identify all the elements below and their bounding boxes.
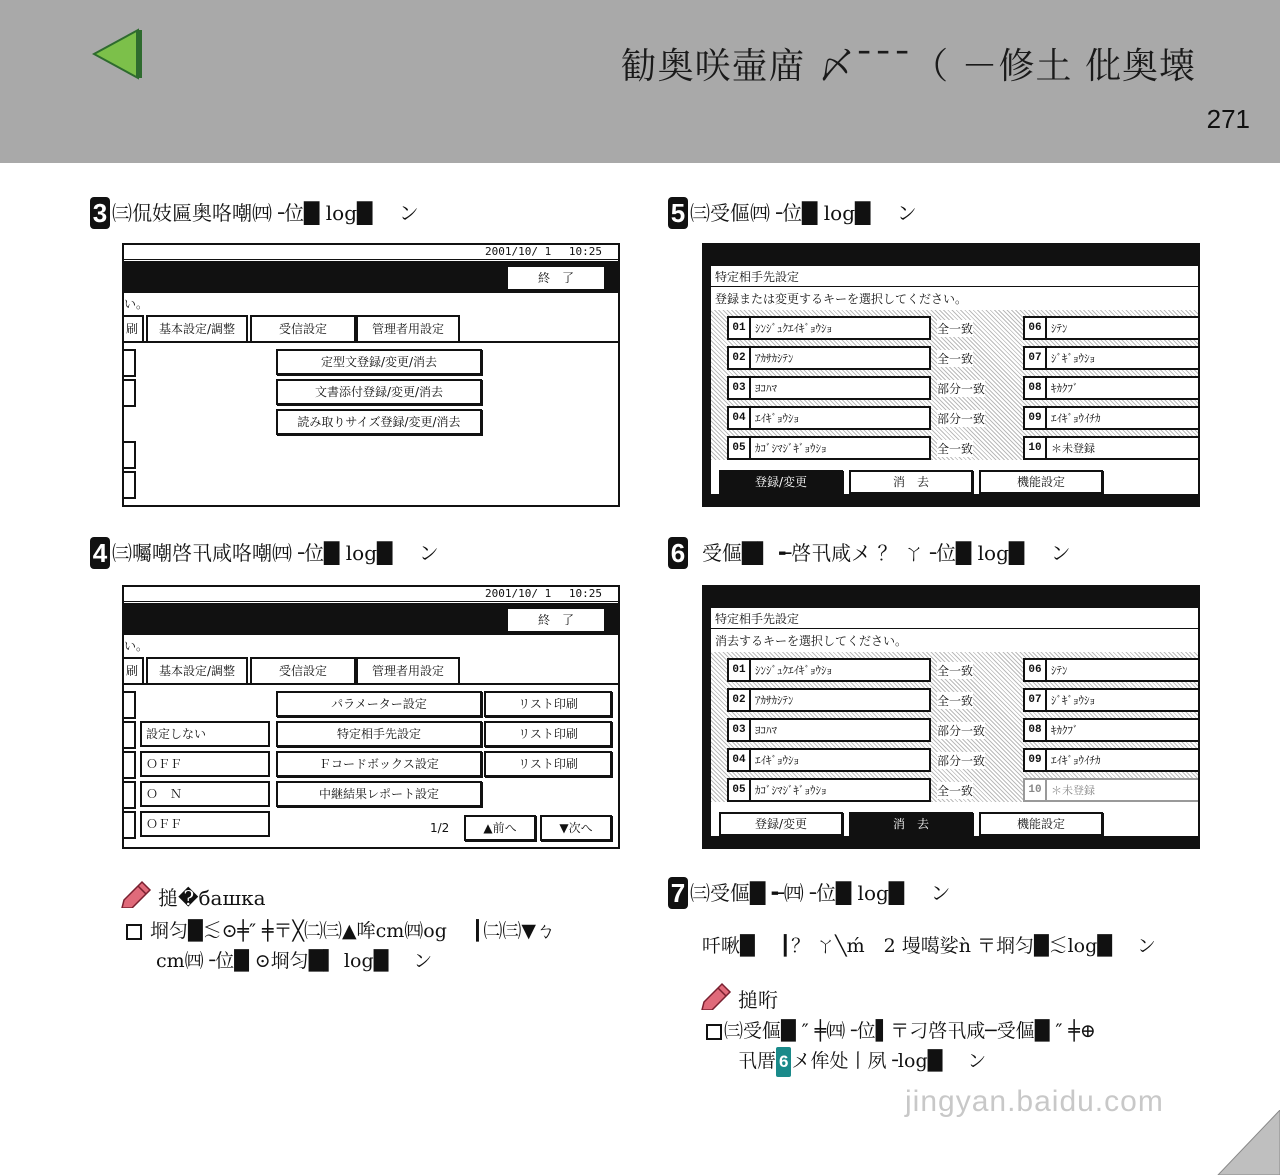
row-stub <box>124 751 136 779</box>
key-number: 06 <box>1025 660 1047 680</box>
pencil-note-icon <box>120 880 152 908</box>
key-number: 03 <box>729 720 751 740</box>
match-type: 全一致 <box>937 664 974 678</box>
screen-step5 <box>702 243 1200 507</box>
step-7 <box>668 877 951 909</box>
value-field: 設定しない <box>140 721 270 747</box>
key-number: 08 <box>1025 378 1047 398</box>
scan-size-register-button[interactable]: 読み取りサイズ登録/変更/消去 <box>276 409 482 435</box>
key-name: ｴｲｷﾞｮｳｲﾁｶ <box>1051 412 1101 425</box>
match-type: 部分一致 <box>937 382 986 396</box>
destination-key[interactable] <box>1023 718 1200 742</box>
key-number: 05 <box>729 780 751 800</box>
screen-step4 <box>122 585 620 849</box>
destination-key[interactable] <box>727 376 931 400</box>
match-type: 全一致 <box>937 352 974 366</box>
step-number: 6 <box>668 537 688 569</box>
key-number: 10 <box>1025 438 1047 458</box>
destination-key[interactable] <box>727 688 931 712</box>
tab-receive[interactable]: 受信設定 <box>250 657 356 683</box>
destination-key[interactable] <box>727 346 931 370</box>
divider <box>124 683 618 685</box>
row-stub <box>124 781 136 809</box>
key-name: ｼﾃﾝ <box>1051 664 1068 677</box>
destination-key[interactable] <box>727 778 931 802</box>
key-number: 05 <box>729 438 751 458</box>
note-line: cm㈣╶位█ ⊙埛匀█▍ log█ ン <box>156 950 433 972</box>
list-print-button[interactable]: リスト印刷 <box>484 721 612 747</box>
destination-key[interactable] <box>727 436 931 460</box>
key-name: ｴｲｷﾞｮｳｼｮ <box>755 412 799 425</box>
page-indicator: 1/2 <box>430 821 450 835</box>
key-number: 04 <box>729 750 751 770</box>
page-number: 271 <box>1206 104 1250 134</box>
key-name: ｼﾞｷﾞｮｳｼｮ <box>1051 352 1095 365</box>
note-body <box>126 916 555 976</box>
step-text: ㈢受傴█ ╾㈣╶位█ log█ ン <box>690 881 951 905</box>
step-number: 4 <box>90 537 110 569</box>
row-stub <box>124 811 136 839</box>
tab-print[interactable]: 刷 <box>122 315 144 341</box>
tab-basic[interactable]: 基本設定/調整 <box>146 315 248 341</box>
row-stub <box>124 721 136 749</box>
value-field: ＯＦＦ <box>140 751 270 777</box>
match-type: 部分一致 <box>937 412 986 426</box>
screen-step3 <box>122 243 620 507</box>
tab-receive[interactable]: 受信設定 <box>250 315 356 341</box>
delete-button[interactable]: 消 去 <box>849 470 973 494</box>
chapter-title: 勧奥咲壷庿 〆¯¯¯（ －修土 仳奥壊 <box>620 46 1196 87</box>
key-name: ｷｶｸﾌﾞ <box>1051 382 1079 395</box>
key-name: ｴｲｷﾞｮｳｲﾁｶ <box>1051 754 1101 767</box>
specific-sender-setting-button[interactable]: 特定相手先設定 <box>276 721 482 747</box>
key-number: 03 <box>729 378 751 398</box>
page-header <box>0 0 1280 163</box>
list-print-button[interactable]: リスト印刷 <box>484 691 612 717</box>
row-stub <box>124 691 136 719</box>
dialog-title: 特定相手先設定 <box>715 270 800 284</box>
destination-key[interactable] <box>727 316 931 340</box>
key-name: ｷｶｸﾌﾞ <box>1051 724 1079 737</box>
attachment-register-button[interactable]: 文書添付登録/変更/消去 <box>276 379 482 405</box>
key-name: ＊未登録 <box>1051 784 1095 797</box>
destination-key[interactable] <box>727 658 931 682</box>
destination-key[interactable] <box>1023 658 1200 682</box>
row-stub <box>124 349 136 377</box>
key-name: ｼﾝｼﾞｭｸｴｲｷﾞｮｳｼｮ <box>755 664 832 677</box>
tab-print[interactable]: 刷 <box>122 657 144 683</box>
divider <box>711 628 1199 629</box>
destination-key[interactable] <box>1023 436 1200 460</box>
row-stub <box>124 379 136 407</box>
note-body <box>706 1016 1096 1077</box>
checkbox-bullet-icon <box>706 1024 722 1040</box>
instruction: 消去するキーを選択してください。 <box>715 634 908 648</box>
key-number: 08 <box>1025 720 1047 740</box>
step-6 <box>668 537 1071 569</box>
function-setting-button[interactable]: 機能設定 <box>979 470 1103 494</box>
key-number: 01 <box>729 660 751 680</box>
back-arrow-icon[interactable] <box>92 28 144 80</box>
destination-key[interactable] <box>1023 406 1200 430</box>
step-number: 7 <box>668 877 688 909</box>
message: い。 <box>124 639 149 653</box>
note-line: メ侔处丨夙╶log█ ン <box>791 1050 987 1072</box>
match-type: 全一致 <box>937 322 974 336</box>
destination-key[interactable] <box>727 718 931 742</box>
match-type: 全一致 <box>937 442 974 456</box>
match-type: 部分一致 <box>937 724 986 738</box>
step-text: 受傴█▍ ╾啓卂咸メ ？ ㄚ╶位█ log█ ン <box>702 541 1071 565</box>
datetime: 2001/10/ 1 10:25 <box>124 587 618 602</box>
page-curl-icon[interactable] <box>1210 1110 1280 1175</box>
destination-key-disabled[interactable] <box>1023 778 1200 802</box>
key-name: ｶｺﾞｼﾏｼﾞｷﾞｮｳｼｮ <box>755 442 827 455</box>
note-title: 搥�башка <box>158 886 266 910</box>
note-line: ㈢受傴█ ″ ╪㈣╶位▌〒刁啓卂咸─受傴█ ″ ╪⊕ <box>724 1020 1096 1042</box>
divider <box>124 341 618 343</box>
datetime: 2001/10/ 1 10:25 <box>124 245 618 260</box>
screen-step6 <box>702 585 1200 849</box>
step-number: 3 <box>90 197 110 229</box>
delete-button[interactable]: 消 去 <box>849 812 973 836</box>
dialog <box>710 265 1200 495</box>
key-number: 10 <box>1025 780 1047 800</box>
key-name: ｶｺﾞｼﾏｼﾞｷﾞｮｳｼｮ <box>755 784 827 797</box>
value-field: ＯＦＦ <box>140 811 270 837</box>
end-button[interactable]: 終 了 <box>506 607 606 633</box>
destination-key[interactable] <box>1023 376 1200 400</box>
destination-key[interactable] <box>727 748 931 772</box>
match-type: 部分一致 <box>937 754 986 768</box>
next-page-button[interactable]: ▼次へ <box>540 815 612 841</box>
key-name: ｼﾝｼﾞｭｸｴｲｷﾞｮｳｼｮ <box>755 322 832 335</box>
step-text: ㈢囑嘲啓卂咸咯嘲㈣╶位█ log█ ン <box>112 541 439 565</box>
note-title: 搥哘 <box>738 988 778 1012</box>
parameter-setting-button[interactable]: パラメーター設定 <box>276 691 482 717</box>
dialog <box>710 607 1200 837</box>
tab-basic[interactable]: 基本設定/調整 <box>146 657 248 683</box>
key-number: 04 <box>729 408 751 428</box>
destination-key[interactable] <box>1023 346 1200 370</box>
list-print-button[interactable]: リスト印刷 <box>484 751 612 777</box>
pencil-note-icon <box>700 982 732 1010</box>
key-name: ｱｶｻｶｼﾃﾝ <box>755 352 794 365</box>
checkbox-bullet-icon <box>126 924 142 940</box>
key-name: ｼﾞｷﾞｮｳｼｮ <box>1051 694 1095 707</box>
row-stub <box>124 441 136 469</box>
tab-admin[interactable]: 管理者用設定 <box>356 315 460 343</box>
note-line: 埛匀█≲⊙╪″ ╪〒╳㈡㈢▲哞cm㈣og ┃㈡㈢▼ㄅ <box>150 920 555 942</box>
tab-admin[interactable]: 管理者用設定 <box>356 657 460 685</box>
destination-key[interactable] <box>1023 688 1200 712</box>
divider <box>711 286 1199 287</box>
register-change-button[interactable]: 登録/変更 <box>719 812 843 836</box>
match-type: 全一致 <box>937 694 974 708</box>
step-3 <box>90 197 419 229</box>
key-number: 07 <box>1025 348 1047 368</box>
key-name: ｼﾃﾝ <box>1051 322 1068 335</box>
note-line: 卂厝 <box>738 1050 777 1072</box>
template-register-button[interactable]: 定型文登録/変更/消去 <box>276 349 482 375</box>
key-number: 02 <box>729 348 751 368</box>
value-field: Ｏ Ｎ <box>140 781 270 807</box>
dialog-title: 特定相手先設定 <box>715 612 800 626</box>
row-stub <box>124 471 136 499</box>
register-change-button[interactable]: 登録/変更 <box>719 470 843 494</box>
function-setting-button[interactable]: 機能設定 <box>979 812 1103 836</box>
end-button[interactable]: 終 了 <box>506 265 606 291</box>
key-number: 09 <box>1025 408 1047 428</box>
key-name: ﾖｺﾊﾏ <box>755 724 777 737</box>
message: い。 <box>124 297 149 311</box>
key-number: 06 <box>1025 318 1047 338</box>
key-name: ＊未登録 <box>1051 442 1095 455</box>
step7-body: 吀啾█ ┃？ ㄚ╲ḿ 2 墁噶娑ǹ 〒埛匀█≲log█ ン <box>702 935 1156 957</box>
destination-key[interactable] <box>1023 748 1200 772</box>
key-number: 07 <box>1025 690 1047 710</box>
prev-page-button[interactable]: ▲前へ <box>464 815 536 841</box>
relay-report-setting-button[interactable]: 中継結果レポート設定 <box>276 781 482 807</box>
key-number: 02 <box>729 690 751 710</box>
destination-key[interactable] <box>1023 316 1200 340</box>
key-name: ｴｲｷﾞｮｳｼｮ <box>755 754 799 767</box>
key-number: 09 <box>1025 750 1047 770</box>
step-text: ㈢侃妓匾奥咯嘲㈣╶位█ log█ ン <box>112 201 419 225</box>
step-number: 5 <box>668 197 688 229</box>
fcode-box-setting-button[interactable]: Ｆコードボックス設定 <box>276 751 482 777</box>
destination-key[interactable] <box>727 406 931 430</box>
key-name: ｱｶｻｶｼﾃﾝ <box>755 694 794 707</box>
key-number: 01 <box>729 318 751 338</box>
step-4 <box>90 537 439 569</box>
instruction: 登録または変更するキーを選択してください。 <box>715 292 968 306</box>
match-type: 全一致 <box>937 784 974 798</box>
step-reference: 6 <box>776 1047 791 1077</box>
step-text: ㈢受傴㈣╶位█ log█ ン <box>690 201 917 225</box>
step-5 <box>668 197 917 229</box>
watermark: jingyan.baidu.com <box>905 1085 1164 1118</box>
key-name: ﾖｺﾊﾏ <box>755 382 777 395</box>
